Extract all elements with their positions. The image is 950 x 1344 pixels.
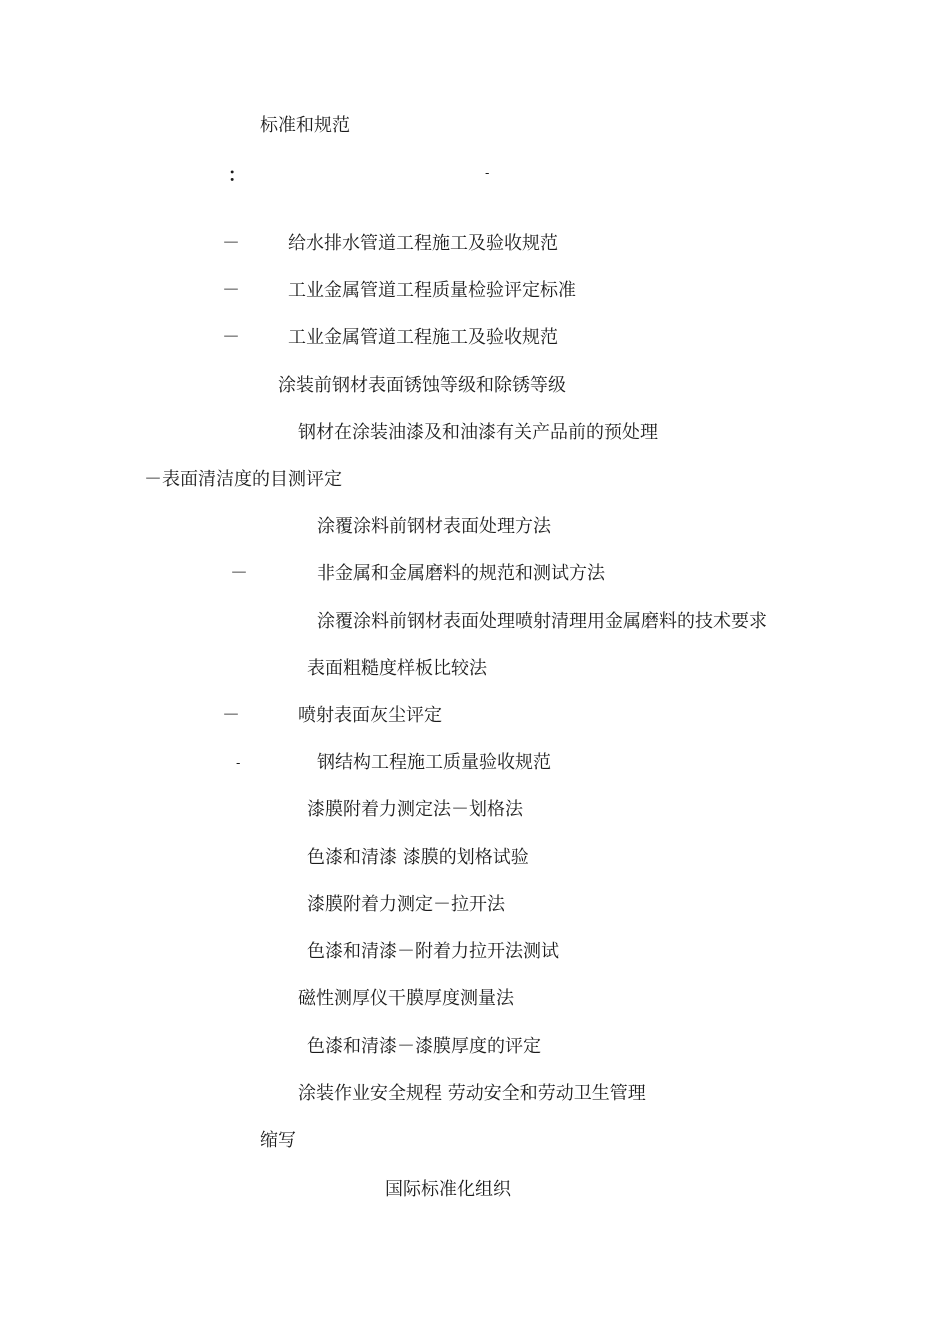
list-item: 非金属和金属磨料的规范和测试方法 <box>317 563 605 584</box>
list-item: －表面清洁度的目测评定 <box>144 469 342 490</box>
list-item-marker: － <box>222 280 240 301</box>
list-item: 涂装作业安全规程 劳动安全和劳动卫生管理 <box>298 1083 646 1104</box>
list-item-marker: － <box>230 563 248 584</box>
list-item: 涂覆涂料前钢材表面处理喷射清理用金属磨料的技术要求 <box>317 611 767 632</box>
list-item-marker: － <box>222 233 240 254</box>
list-item: 表面粗糙度样板比较法 <box>307 658 487 679</box>
list-item: 工业金属管道工程施工及验收规范 <box>288 327 558 348</box>
list-item-marker: - <box>236 756 241 771</box>
list-item: 给水排水管道工程施工及验收规范 <box>288 233 558 254</box>
list-item: 漆膜附着力测定法－划格法 <box>307 799 523 820</box>
abbreviation-item: 国际标准化组织 <box>385 1179 511 1200</box>
list-item: 工业金属管道工程质量检验评定标准 <box>288 280 576 301</box>
list-item: 色漆和清漆－漆膜厚度的评定 <box>307 1036 541 1057</box>
abbreviation-heading: 缩写 <box>260 1130 296 1151</box>
list-item-marker: － <box>222 705 240 726</box>
list-item: 涂覆涂料前钢材表面处理方法 <box>317 516 551 537</box>
top-dash-mark: - <box>485 166 490 181</box>
list-item: 磁性测厚仪干膜厚度测量法 <box>298 988 514 1009</box>
list-item: 色漆和清漆－附着力拉开法测试 <box>307 941 559 962</box>
list-item-marker: － <box>222 327 240 348</box>
colon-mark: ： <box>228 165 246 186</box>
list-item: 喷射表面灰尘评定 <box>298 705 442 726</box>
section-heading: 标准和规范 <box>260 115 350 136</box>
list-item: 色漆和清漆 漆膜的划格试验 <box>307 847 529 868</box>
list-item: 钢材在涂装油漆及和油漆有关产品前的预处理 <box>298 422 658 443</box>
list-item: 漆膜附着力测定－拉开法 <box>307 894 505 915</box>
list-item: 涂装前钢材表面锈蚀等级和除锈等级 <box>278 375 566 396</box>
list-item: 钢结构工程施工质量验收规范 <box>317 752 551 773</box>
